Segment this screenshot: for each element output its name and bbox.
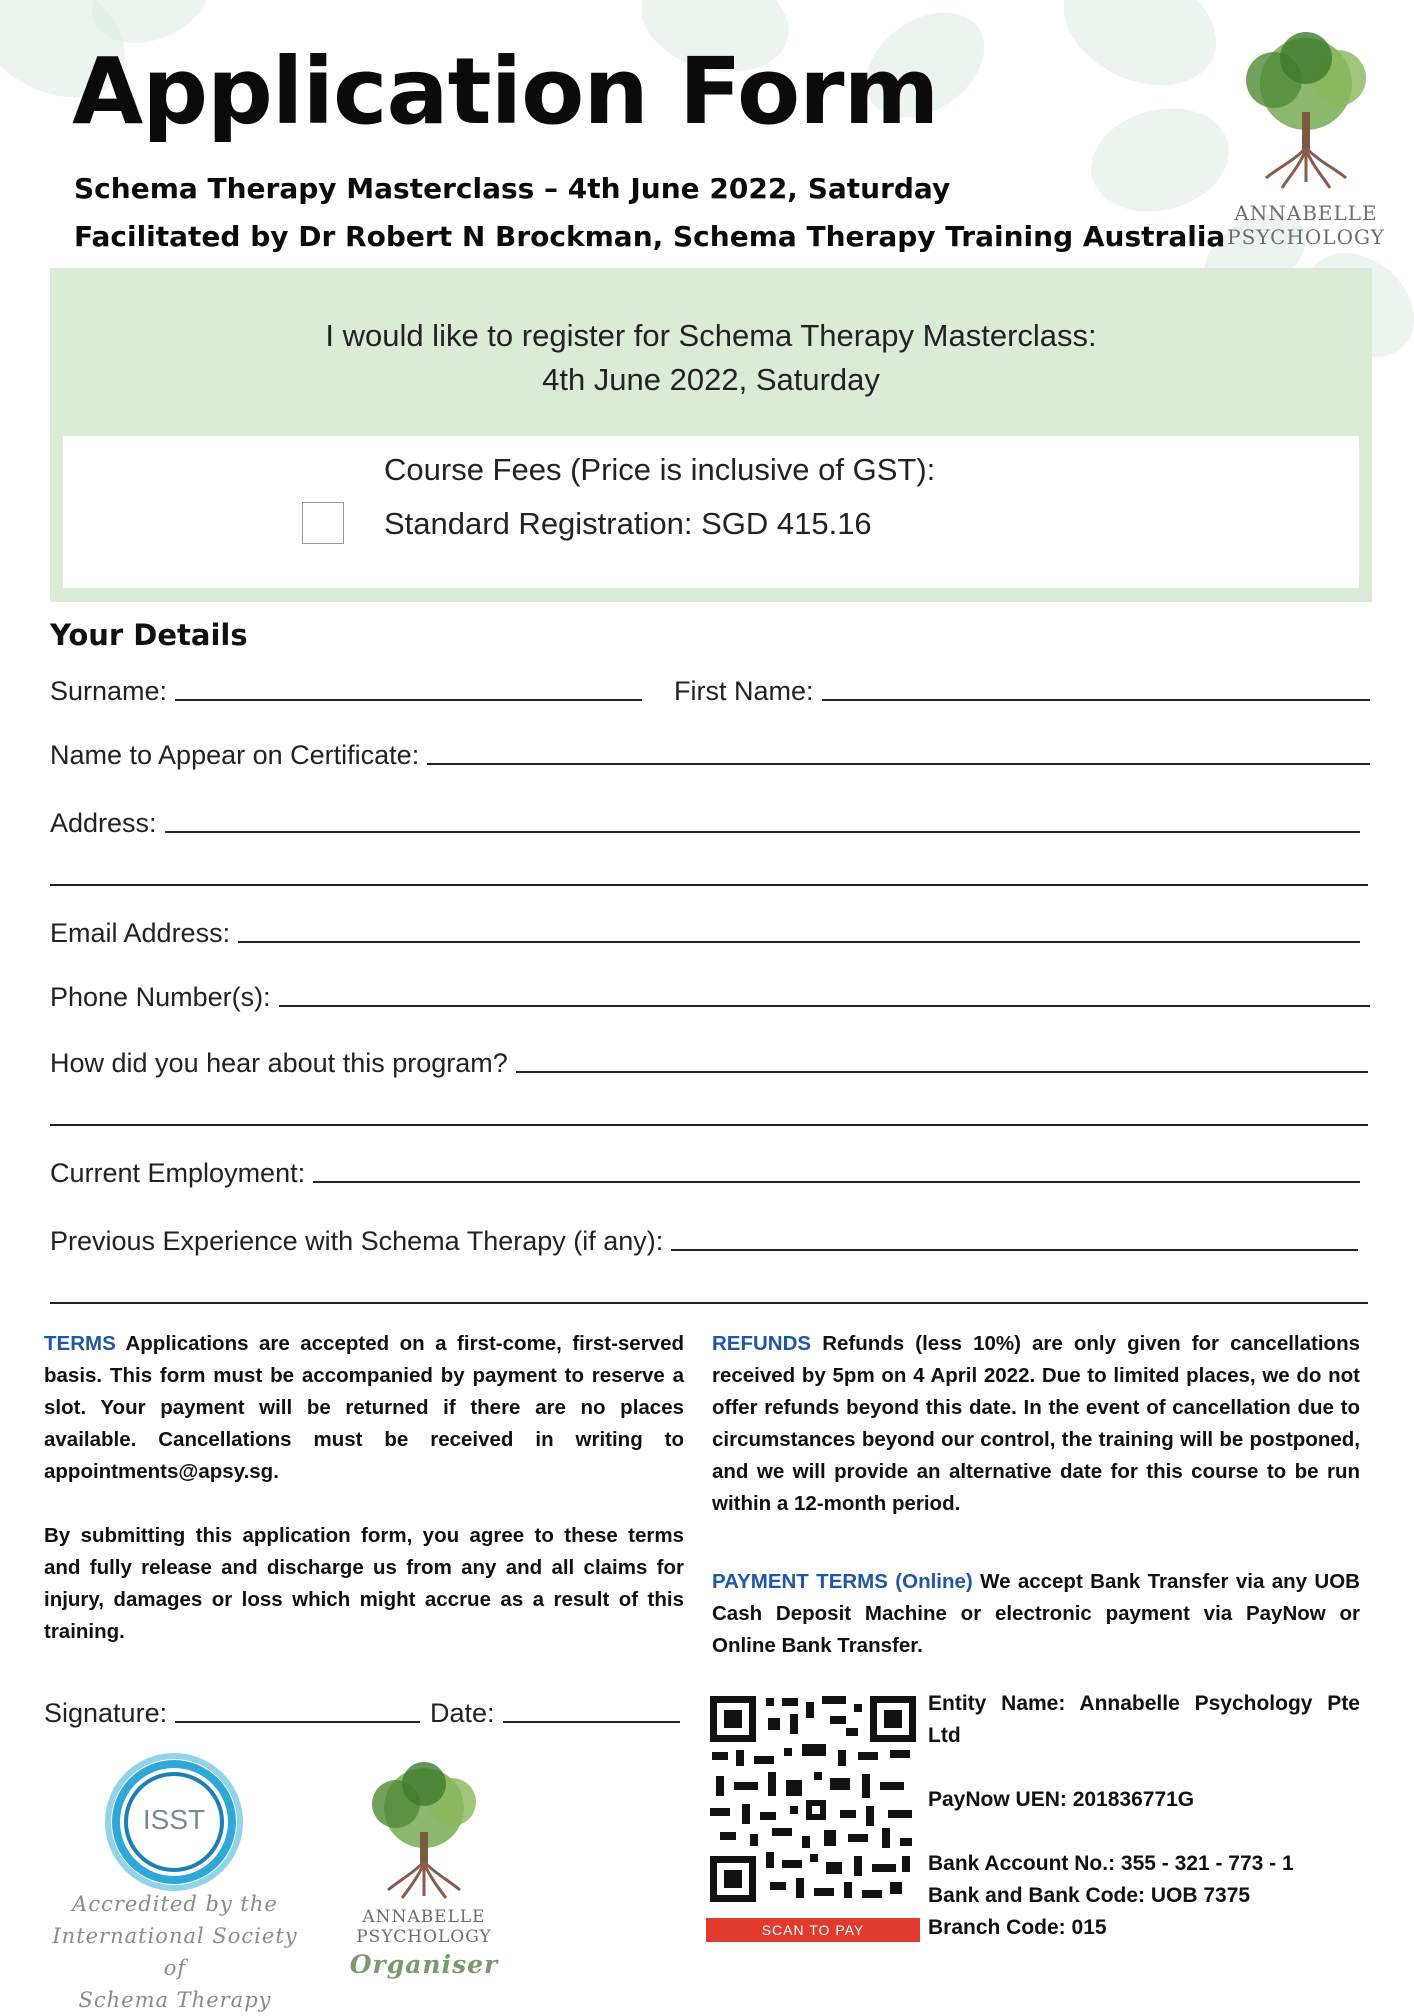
employment-field[interactable]: [50, 1158, 1360, 1189]
isst-accreditation: [40, 1888, 310, 2016]
tree-icon: [1222, 22, 1390, 192]
isst-line3: Schema Therapy: [78, 1988, 272, 2012]
date-field[interactable]: [430, 1698, 680, 1729]
bank-code: Bank and Bank Code: UOB 7375: [928, 1884, 1251, 1907]
branch-code: Branch Code: 015: [928, 1916, 1107, 1939]
signature-label: Signature:: [44, 1698, 168, 1728]
agreement-text: By submitting this application form, you agree to these terms and fully release and discharge us from any and all claims for injury, damages or loss which might accrue as a result of this training.: [44, 1524, 684, 1643]
experience-label: Previous Experience with Schema Therapy (if any):: [50, 1226, 664, 1256]
employment-label: Current Employment:: [50, 1158, 306, 1188]
organiser-logo-line1: ANNABELLE: [362, 1907, 486, 1927]
experience-line-2[interactable]: [50, 1302, 1368, 1304]
your-details-heading: Your Details: [50, 618, 248, 652]
organiser-logo: [344, 1752, 504, 1947]
phone-label: Phone Number(s):: [50, 982, 271, 1012]
hear-about-field[interactable]: [50, 1048, 1368, 1079]
standard-registration-label: Standard Registration: SGD 415.16: [384, 506, 872, 541]
terms-text: Applications are accepted on a first-come, first-served basis. This form must be accompanied by payment to reserve a slot. Your payment will be returned if there are no places available. Cancellations must be received in writing to appointments@apsy.sg.: [44, 1332, 684, 1483]
refunds-block: [712, 1328, 1360, 1520]
logo-text-line2: PSYCHOLOGY: [1227, 225, 1385, 249]
terms-key: TERMS: [44, 1332, 116, 1355]
phone-field[interactable]: [50, 982, 1370, 1013]
refunds-key: REFUNDS: [712, 1332, 812, 1355]
certificate-name-field[interactable]: [50, 740, 1370, 771]
terms-block: [44, 1328, 684, 1488]
page-title: Application Form: [72, 38, 939, 145]
organiser-label: Organiser: [349, 1950, 499, 1979]
course-fees-label: Course Fees (Price is inclusive of GST):: [384, 452, 936, 487]
isst-logo-text: ISST: [142, 1804, 206, 1835]
registration-line2: 4th June 2022, Saturday: [542, 362, 880, 397]
organiser-logo-line2: PSYCHOLOGY: [356, 1927, 492, 1947]
paynow-uen: PayNow UEN: 201836771G: [928, 1788, 1195, 1811]
hear-about-label: How did you hear about this program?: [50, 1048, 508, 1078]
first-name-field[interactable]: [674, 676, 1370, 707]
entity-name: Entity Name: Annabelle Psychology Pte Ltd: [928, 1692, 1360, 1747]
address-line-2[interactable]: [50, 884, 1368, 886]
isst-line1: Accredited by the: [72, 1892, 278, 1916]
signature-field[interactable]: [44, 1698, 420, 1729]
bank-account: Bank Account No.: 355 - 321 - 773 - 1: [928, 1852, 1294, 1875]
hear-about-line[interactable]: [516, 1071, 1368, 1073]
standard-registration-checkbox[interactable]: [302, 502, 344, 544]
surname-line[interactable]: [175, 699, 642, 701]
surname-field[interactable]: [50, 676, 642, 707]
employment-line[interactable]: [313, 1181, 1360, 1183]
scan-to-pay-label: SCAN TO PAY: [706, 1918, 920, 1942]
certificate-name-label: Name to Appear on Certificate:: [50, 740, 420, 770]
refunds-text: Refunds (less 10%) are only given for cancellations received by 5pm on 4 April 2022. Due to limited places, we do not offer refunds beyond this date. In the event of cancellation due to circumstances beyond our control, the training will be postponed, and we will provide an alternative date for this course to be run within a 12-month period.: [712, 1332, 1360, 1515]
payment-terms-text: We accept Bank Transfer via any UOB Cash Deposit Machine or electronic payment via PayNow or Online Bank Transfer.: [712, 1570, 1360, 1657]
first-name-label: First Name:: [674, 676, 814, 706]
experience-line[interactable]: [671, 1249, 1358, 1251]
isst-line2: International Society of: [52, 1924, 298, 1980]
registration-header: [50, 268, 1372, 436]
payment-terms-block: [712, 1566, 1360, 1662]
signature-line[interactable]: [175, 1721, 420, 1723]
isst-logo: [104, 1752, 244, 1892]
address-field[interactable]: [50, 808, 1360, 839]
registration-line1: I would like to register for Schema Therapy Masterclass:: [325, 318, 1097, 353]
subtitle-facilitator: Facilitated by Dr Robert N Brockman, Schema Therapy Training Australia: [74, 220, 1226, 253]
logo-text-line1: ANNABELLE: [1234, 201, 1378, 225]
hear-about-line-2[interactable]: [50, 1124, 1368, 1126]
date-label: Date:: [430, 1698, 495, 1728]
tree-icon: [344, 1752, 504, 1902]
date-line[interactable]: [503, 1721, 680, 1723]
email-label: Email Address:: [50, 918, 231, 948]
address-line[interactable]: [165, 831, 1360, 833]
surname-label: Surname:: [50, 676, 168, 706]
subtitle-course: Schema Therapy Masterclass – 4th June 2022, Saturday: [74, 172, 951, 205]
bank-details: [928, 1688, 1360, 1944]
first-name-line[interactable]: [822, 699, 1370, 701]
annabelle-logo: [1222, 22, 1390, 252]
email-line[interactable]: [238, 941, 1360, 943]
payment-terms-key: PAYMENT TERMS (Online): [712, 1570, 973, 1593]
experience-field[interactable]: [50, 1226, 1358, 1257]
qr-code-icon: [706, 1692, 920, 1906]
phone-line[interactable]: [279, 1005, 1370, 1007]
address-label: Address:: [50, 808, 157, 838]
certificate-name-line[interactable]: [427, 763, 1370, 765]
email-field[interactable]: [50, 918, 1360, 949]
